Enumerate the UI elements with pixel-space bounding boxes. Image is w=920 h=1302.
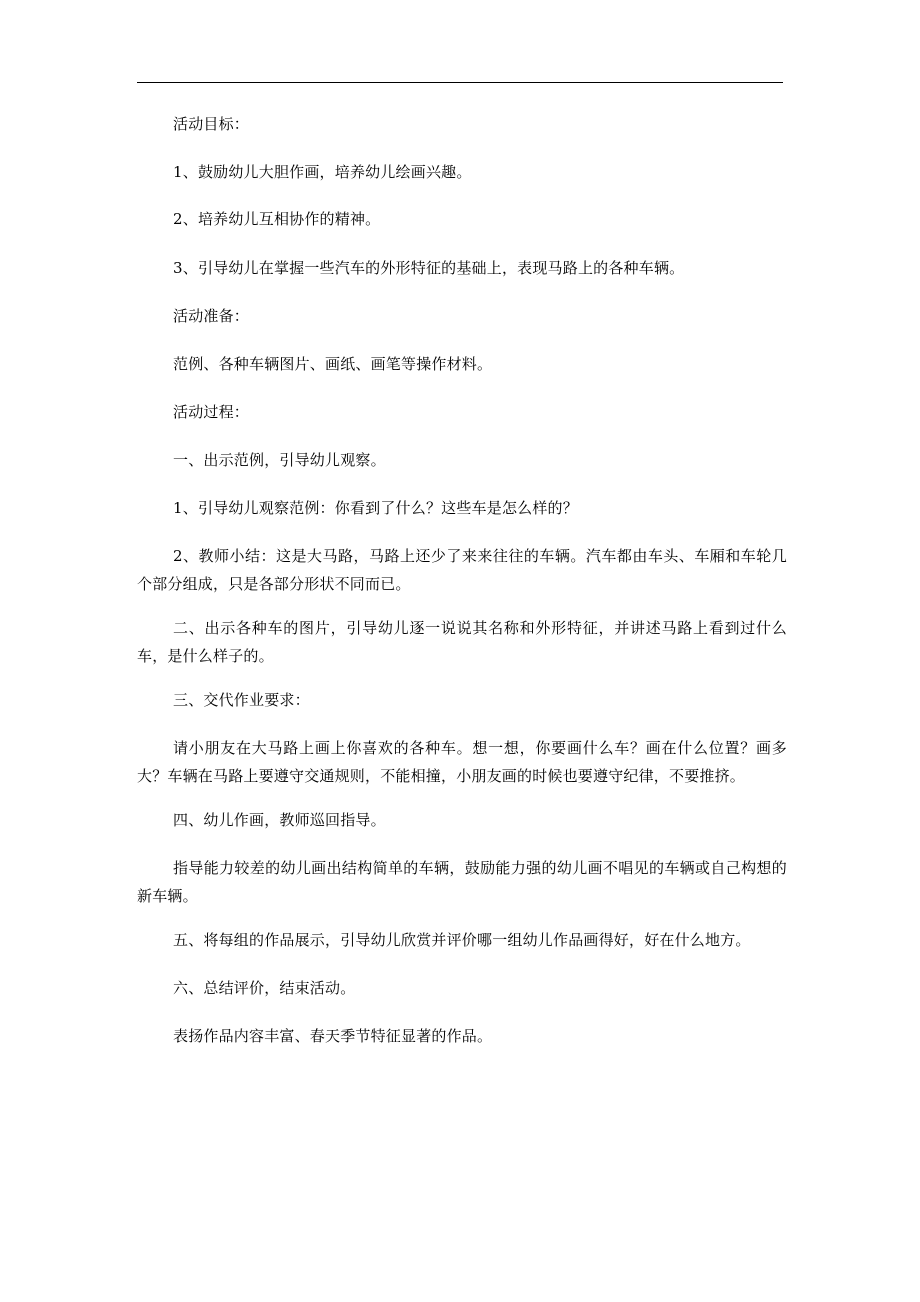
- process-step-4: 四、幼儿作画，教师巡回指导。: [173, 811, 386, 829]
- goal-3: 3、引导幼儿在掌握一些汽车的外形特征的基础上，表现马路上的各种车辆。: [173, 259, 685, 277]
- process-step-6-detail: 表扬作品内容丰富、春天季节特征显著的作品。: [173, 1027, 493, 1045]
- process-step-2: 二、出示各种车的图片，引导幼儿逐一说说其名称和外形特征，并讲述马路上看到过什么车，是什么样子的。: [137, 619, 787, 665]
- goal-2: 2、培养幼儿互相协作的精神。: [173, 210, 381, 228]
- heading-activity-preparation: 活动准备：: [173, 307, 250, 325]
- process-step-1: 一、出示范例，引导幼儿观察。: [173, 451, 386, 469]
- process-step-1-item-1: 1、引导幼儿观察范例：你看到了什么？这些车是怎么样的？: [173, 499, 578, 517]
- heading-activity-goals: 活动目标：: [173, 115, 250, 133]
- process-step-4-detail: 指导能力较差的幼儿画出结构简单的车辆，鼓励能力强的幼儿画不唱见的车辆或自己构想的新车辆。: [137, 859, 787, 905]
- process-step-6: 六、总结评价，结束活动。: [173, 979, 356, 997]
- preparation-materials: 范例、各种车辆图片、画纸、画笔等操作材料。: [173, 355, 493, 373]
- goal-1: 1、鼓励幼儿大胆作画，培养幼儿绘画兴趣。: [173, 163, 472, 181]
- process-step-3: 三、交代作业要求：: [173, 691, 310, 709]
- heading-activity-process: 活动过程：: [173, 403, 250, 421]
- process-step-3-detail: 请小朋友在大马路上画上你喜欢的各种车。想一想，你要画什么车？画在什么位置？画多大？车辆在马路上要遵守交通规则，不能相撞，小朋友画的时候也要遵守纪律，不要推挤。: [137, 739, 787, 785]
- process-step-1-item-2: 2、教师小结：这是大马路，马路上还少了来来往往的车辆。汽车都由车头、车厢和车轮几个部分组成，只是各部分形状不同而已。: [137, 547, 787, 593]
- header-rule: [137, 82, 783, 83]
- process-step-5: 五、将每组的作品展示，引导幼儿欣赏并评价哪一组幼儿作品画得好，好在什么地方。: [173, 931, 751, 949]
